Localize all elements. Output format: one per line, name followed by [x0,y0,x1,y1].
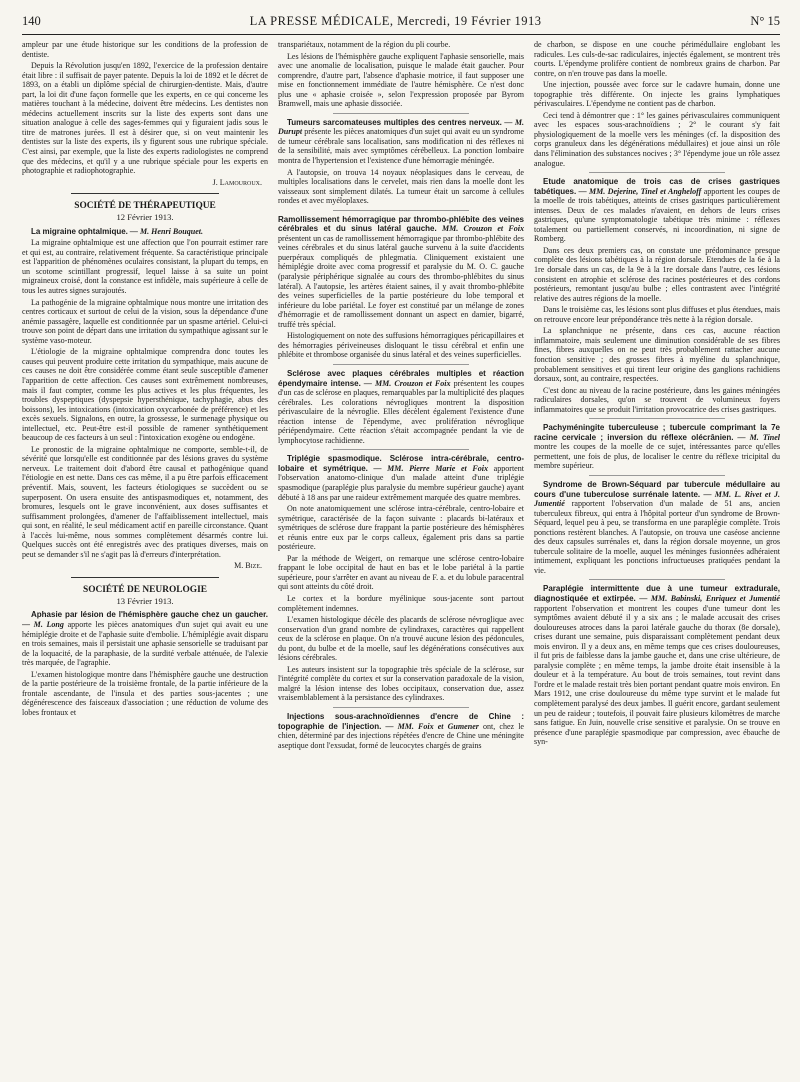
divider [589,172,724,173]
divider [589,418,724,419]
article-author: — MM. Dejerine, Tinel et Angheloff [578,186,702,196]
divider [71,577,219,578]
newspaper-page [22,14,780,1074]
article-text: ont, chez le chien, déterminé par des injections répétées d'encre de Chine une méningite aseptique dont l'exsudat, formé de leucocytes chargés de grains [278,721,524,750]
article-text: rapportent l'observation et montrent les coupes d'une tumeur dont les symptômes avaient débuté il y a six ans ; le malade accusait des crises douloureuses atroces dans la paroi latérale gauche du thorax (8e dorsale), crises durant une semaine, puis disparaissant complètement pendant deux mois environ. Il y a deux ans, en même temps que ces crises douloureuses, il fut pris de faiblesse dans la jambe gauche et, dans une crise ultérieure, de paralysie complète ; en même temps, la jambe droite était insensible à la douleur et à la température. Au bout de trois semaines, tout revint dans l'ordre et le malade restait très bien portant pendant quatre mois environ. En Mars 1912, une crise douloureuse du même type survint et le malade fut complètement paralysé des deux jambes. Il guérit encore, gardant seulement un peu de raideur ; toutefois, il pouvait faire plusieurs kilomètres de marche sans fatigue. En Juin, nouvelle crise sensitive et paralysie. On se trouve en présence d'une paraplégie spasmodique par compression, avec ébauche de syn- [534,603,780,747]
article-text: présentent un cas de ramollissement hémorragique par thrombo-phlébite des veines cérébrales et du sinus latéral gauche survenu à la suite d'accidents puerpéraux compliqués de phlegmatia. Cliniquement existaient une hémiplégie droite avec coma progressif et paralysie du M. O. C. gauche (paralysie périphérique signalée au cours des thrombo-phlébites du sinus latéral). A l'autopsie, les artères étaient saines, il y avait thrombo-phlébite des veines superficielles de la partie postérieure du lobe temporal et inférieure du lobe pariétal. Le foyer est constitué par un mélange de zones d'hémorragie et de ramollissement donnant un aspect en damier, bigarré, truffé très spécial. [278,233,524,329]
article-entry [534,177,780,244]
article-author: — MM. Babinski, Enriquez et Jumentié [639,593,780,603]
article-entry [278,118,524,166]
issue-number: N° 15 [750,14,780,28]
paragraph: Ceci tend à démontrer que : 1° les gaines périvasculaires communiquent avec les espaces sous-arachnoïdiens ; 2° le courant s'y fait physiologiquement de la moelle vers les méninges (cf. la disposition des corps granuleux dans les dégénérations médullaires) et joue ainsi un rôle dans l'élimination des substances nocives ; 3° l'épendyme joue un rôle assez analogue. [534,110,780,168]
article-author: MM. Crouzon et Foix [441,224,524,234]
paragraph: Depuis la Révolution jusqu'en 1892, l'exercice de la profession dentaire était libre : il suffisait de payer patente. Depuis la loi de 1892 et le décret de 1893, on a établi un diplôme spécial de chirurgien-dentiste. Mais, d'autre part, la loi dit d'une façon formelle que les experts, en ce qui concerne les matières touchant à la médecine, doivent être médecins. Les dentistes non médecins actuellement inscrits sur la liste des experts sont dans une situation analogue à celle des sages-femmes qui y figuraient jadis sous le titre de matrones jurées. Il est à désirer que, si on veut maintenir les dentistes sur la liste des experts, ils y figurent sous une rubrique spéciale. C'est ainsi, par exemple, que la liste des experts radiologistes ne comprend que des médecins, et qu'il y a une rubrique spéciale pour les experts en photographie et radiophotographie. [22,61,268,176]
article-text: apporte les pièces anatomiques d'un sujet qui avait eu une hémiplégie droite et de l'aphasie suite d'embolie. L'hémiplégie avait disparu en trois semaines, mais il persistait une aphasie sensorielle se traduisant par de la loquacité, de la paraphasie, de la surdité verbale atténuée, de l'alexie très marquée, de l'agraphie. [22,619,268,668]
article-text: apportent l'observation anatomo-clinique d'un malade atteint d'une triplégie spasmodique (paraplégie plus paralysie du membre supérieur gauche) ayant débuté à 18 ans par une raideur extrêmement marquée des quatre membres. [278,463,524,502]
article-author: — M. Tinel [737,432,780,442]
divider [333,364,468,365]
paragraph: L'étiologie de la migraine ophtalmique comprendra donc toutes les causes qui peuvent produire cette irritation du sympathique, mais aucune de ces causes ne doit être considérée comme étant seule susceptible d'amener l'apparition de cette affection. Ces causes sont extrêmement nombreuses, mais il faut compter, comme les plus actives et les plus fréquentes, les troubles dyspeptiques (dyspepsie hypersthénique, tachyphagie, abus des boissons), les intoxications (intoxication oxycarbonée de préférence) et les excès sexuels. Signalons, en outre, la grossesse, le surmenage physique ou intellectuel, etc. Peut-être est-il possible de ramener synthétiquement beaucoup de ces facteurs à un seul : l'intoxication exogène ou endogène. [22,347,268,443]
page-header [22,14,780,35]
paragraph: Par la méthode de Weigert, on remarque une sclérose centro-lobaire frappant le lobe occipital de haut en bas et le lobe pariétal à la partie supérieure, pour s'arrêter en avant au niveau de F. a. et du lobule paracentral qui sont atteints du côté droit. [278,553,524,592]
paragraph: La pathogénie de la migraine ophtalmique nous montre une irritation des centres corticaux et surtout de celui de la vision, sous la dépendance d'une anémie passagère, laquelle est conditionnée par un spasme artériel. Celui-ci trouve son point de départ dans une irritation du sympathique agissant sur le système vaso-moteur. [22,297,268,345]
divider [333,449,468,450]
article-title: Triplégie spasmodique. Sclérose intra-cérébrale, centro-lobaire et symétrique. [278,454,524,473]
article-text: apportent les coupes de la moelle de trois tabétiques, atteints de crises gastriques particulièrement intenses. Deux de ces malades n'avaient, en dehors de leurs crises gastriques, qu'une symptomatologie tabétique très minime : réflexes totalement ou partiellement conservés, ni incoordination, ni signe de Romberg. [534,186,780,244]
article-entry [278,369,524,445]
article-text: rapportent l'observation d'un malade de 51 ans, ancien tuberculeux fibreux, qui entra à l'hôpital porteur d'un syndrome de Brown-Séquard, lequel peu à peu, se transforma en une paraplégie complète. Trois ponctions restèrent blanches. A l'autopsie, on trouva une caséose ancienne des deux capsules surrénales et, dans la région dorsale moyenne, un gros tubercule solitaire de la moelle, auquel les méninges fusionnées adhéraient intimement, expliquant les ponctions infructueuses pratiquées pendant la vie. [534,499,780,575]
paragraph: L'examen histologique montre dans l'hémisphère gauche une destruction de la partie postérieure de la troisième frontale, de la partie inférieure de la frontale ascendante, de l'insula et des parties sous-jacentes ; une dégénérescence des faisceaux d'association ; une réduction de volume des lobes frontaux et [22,669,268,717]
paragraph: de charbon, se dispose en une couche périmédullaire englobant les radicules. Les culs-de-sac radiculaires, injectés également, se montrent très courts. L'épendyme prolifère contient de nombreux grains de charbon. Par contre, on n'en trouve pas dans la moelle. [534,40,780,78]
divider [589,579,724,580]
paragraph: Dans ces deux premiers cas, on constate une prédominance presque complète des lésions tabétiques à la région dorsale. Etendues de la 6e à la 1re dorsale dans un cas, de la 9e à la 1re dorsale dans l'autre, ces lésions consistent en atrophie et sclérose des racines postérieures et des cordons postérieurs, remontant jusqu'au bulbe ; elles contrastent avec l'intégrité relative des autres régions de la moelle. [534,245,780,303]
paragraph: Les auteurs insistent sur la topographie très spéciale de la sclérose, sur l'intégrité complète du cortex et sur la conservation paradoxale de la vision, malgré la lésion intense des lobes occipitaux, conservation due, assez vraisemblablement à la persistance des cylindraxes. [278,664,524,703]
article-title: La migraine ophtalmique. [31,226,128,236]
paragraph: C'est donc au niveau de la racine postérieure, dans les gaines méningées radiculaires dorsales, qu'on se trouvent de volumineux foyers inflammatoires que se produit l'irritation provocatrice des crises gastriques. [534,385,780,414]
paragraph: La splanchnique ne présente, dans ces cas, aucune réaction inflammatoire, mais seulement une diminution considérable de ses fibres fines, fibres auxquelles on ne peut très probablement rattacher aucune fonction sensitive ; des grosses fibres à myéline du splanchnique, probablement sensitives et qui tirent leur origine des ganglions rachidiens dorsaux, sont, au contraire, respectées. [534,326,780,384]
article-entry [278,712,524,750]
divider [71,193,219,194]
signature: J. Lamouroux. [212,177,262,187]
article-columns [22,40,780,1074]
article-title: Ramollissement hémorragique par thrombo-phlébite des veines cérébrales et du sinus latéral gauche. [278,214,524,234]
paragraph: ampleur par une étude historique sur les conditions de la profession de dentiste. [22,40,268,59]
article-entry [534,584,780,746]
paragraph: Le pronostic de la migraine ophtalmique ne comporte, semble-t-il, de sévérité que lorsqu'elle est conditionnée par des lésions graves du système nerveux. Le traitement doit d'abord être causal et pathogénique quand l'étiologie en est nette. Dans ces cas même, il a pu être parfois efficacement préventif. Mais, souvent, les facteurs étiologiques se succèdent ou se superposent. On usera ensuite des antispasmodiques et, notamment, des bromures, lesquels ont le grave inconvénient, aux doses suffisantes et suffisamment prolongées, d'amener de l'affaiblissement intellectuel, mais qui sont, en réalité, le seul médicament actif en pareille circonstance. Quant à l'accès lui-même, nous sommes complètement désarmés contre lui. Quelques succès ont été enregistrés avec des pratiques diverses, mais on peut se demander s'il ne s'agit pas là d'erreurs d'interprétation. [22,444,268,559]
signature: M. Bize. [234,561,262,571]
article-entry [534,423,780,471]
article-entry [534,480,780,575]
article-title: Sclérose avec plaques cérébrales multiples et réaction épendymaire intense. [278,368,524,388]
article-text: présentent les coupes d'un cas de sclérose en plaques, remarquables par la multiplicité des plaques cérébrales. Les colorations névrogliques montrent la disposition périvasculaire de la névroglie. Elles décèlent également l'existence d'une réaction intense de l'épendyme, avec prolifération névroglique périépendymaire. Cette réaction s'était accompagnée pendant la vie de lymphocytose rachidienne. [278,378,524,445]
article-author: — M. Long [22,619,64,629]
page-number: 140 [22,14,41,28]
article-author: — MM. Crouzon et Foix [363,378,451,388]
paragraph: Les lésions de l'hémisphère gauche expliquent l'aphasie sensorielle, mais avec une anomalie de localisation, puisque le malade était gaucher. Pour comprendre, d'autre part, l'absence d'aphasie motrice, il faut supposer une mise en fonctionnement immédiate de l'autre hémisphère. Ce n'est donc plus une « aphasie croisée », selon l'expression proposée par Byrom Bramwell, mais une aphasie dissociée. [278,51,524,109]
column-2 [278,40,524,1074]
article-author: — M. Durupt [278,117,524,137]
article-title: Tumeurs sarcomateuses multiples des centres nerveux. [287,117,502,127]
section-date: 12 Février 1913. [116,212,174,223]
article-author: — MM. L. Rivet et J. Jumentié [534,489,780,509]
article-entry [278,215,524,330]
paragraph: Une injection, poussée avec force sur le cadavre humain, donne une topographie très différente. On injecte les grains lymphatiques périvasculaires. L'épendyme ne contient pas de charbon. [534,80,780,109]
divider [333,707,468,708]
paragraph: La migraine ophtalmique est une affection que l'on pourrait estimer rare et qui est, au contraire, relativement fréquente. Sa caractéristique principale est l'apparition de phénomènes oculaires consistant, la plupart du temps, en un scotome scintillant progressif, lequel laisse à sa suite un point migraineux croisé, dont la constance est infidèle, mais supérieure à celle de tous les autres signes surajoutés. [22,238,268,296]
article-title: Paraplégie intermittente due à une tumeur extradurale, diagnostiquée et extirpée. [534,584,780,603]
article-title: Etude anatomique de trois cas de crises gastriques tabétiques. [534,177,780,196]
article-title: Aphasie par lésion de l'hémisphère gauche chez un gaucher. [31,610,268,620]
article-text: présente les pièces anatomiques d'un sujet qui avait eu un syndrome de tumeur cérébrale sans localisation, sans modification ni des réflexes ni de la sensibilité, mais avec symptômes cérébelleux. La ponction lombaire montra de l'hypertension et l'existence d'une hémorragie méningée. [278,127,524,166]
divider [589,475,724,476]
column-3 [534,40,780,1074]
article-entry [22,227,268,237]
article-text: montre les coupes de la moelle de ce sujet, intéressantes parce qu'elles permettent, une fois de plus, de localiser le centre du réflexe tricipital du membre supérieur. [534,442,780,471]
paragraph: L'examen histologique décèle des placards de sclérose névroglique avec conservation d'un grand nombre de cylindraxes, caractères qui rappellent ceux de la sclérose en plaque. On n'a trouvé aucune lésion des pédoncules, du pont, du bulbe et de la moelle, sauf les dégénérations consécutives aux lésions cérébrales. [278,615,524,663]
article-author: — MM. Pierre Marie et Foix [373,463,489,473]
paragraph: Dans le troisième cas, les lésions sont plus diffuses et plus étendues, mais on retrouve encore leur prépondérance très nette à la région dorsale. [534,305,780,324]
divider [333,113,468,114]
article-entry [278,454,524,502]
article-title: Syndrome de Brown-Séquard par tubercule médullaire au cours d'une tuberculose surrénale latente. [534,479,780,499]
section-date: 13 Février 1913. [116,595,174,606]
article-author: — MM. Foix et Gumener [385,721,479,731]
column-1 [22,40,268,1074]
article-author: — M. Henri Bouquet. [129,226,204,236]
paragraph: Histologiquement on note des suffusions hémorragiques péricapillaires et des hémorragies périveineuses disloquant le tissu cérébral et enfin une phlébite et thrombose organisée du sinus latéral et des veines superficielles. [278,331,524,360]
divider [333,210,468,211]
section-heading: SOCIÉTÉ DE THÉRAPEUTIQUE [74,201,216,212]
section-heading: SOCIÉTÉ DE NEUROLOGIE [83,584,207,595]
journal-title: LA PRESSE MÉDICALE, Mercredi, 19 Février 1913 [249,14,542,28]
article-title: Pachyméningite tuberculeuse ; tubercule comprimant la 7e racine cervicale ; inversion du réflexe olécrânien. [534,423,780,442]
paragraph: A l'autopsie, on trouva 14 noyaux néoplasiques dans le cerveau, de multiples localisations dans le cervelet, mais rien dans la moelle dont les vaisseaux sont simplement dilatés. La tumeur était un sarcome à cellules rondes et avec myéloplaxes. [278,167,524,206]
paragraph: transpariétaux, notamment de la région du pli courbe. [278,40,451,49]
article-entry [22,610,268,667]
paragraph: On note anatomiquement une sclérose intra-cérébrale, centro-lobaire et symétrique, caractérisée de la façon suivante : placards bi-latéraux et symétriques de sclérose dure frappant la partie postérieure des hémisphères et réunis entre eux par le corps calleux, également pris dans sa partie postérieure. [278,504,524,552]
paragraph: Le cortex et la bordure myélinique sous-jacente sont partout complètement indemnes. [278,593,524,613]
article-title: Injections sous-arachnoïdiennes d'encre de Chine : topographie de l'injection. [278,712,524,731]
